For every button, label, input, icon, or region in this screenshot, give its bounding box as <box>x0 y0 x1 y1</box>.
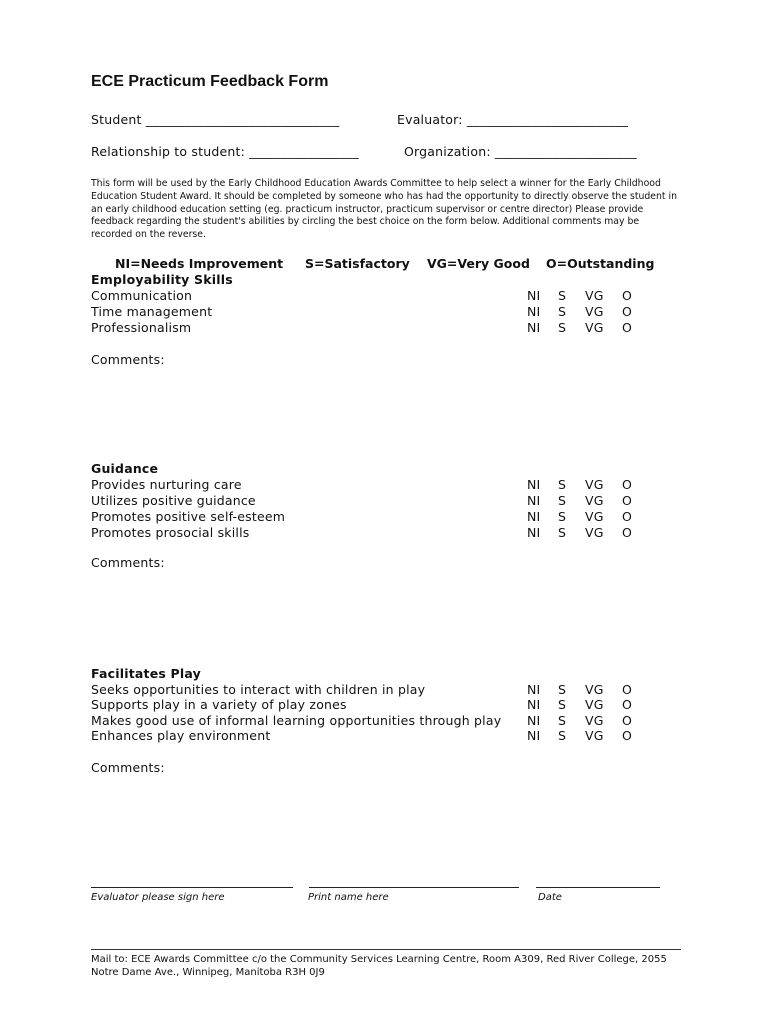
option-s[interactable]: S <box>558 713 567 728</box>
option-vg[interactable]: VG <box>585 493 604 508</box>
option-s[interactable]: S <box>558 697 567 712</box>
option-ni[interactable]: NI <box>527 525 541 540</box>
form-instructions: This form will be used by the Early Childhood Education Awards Committee to help select a winner for the Early Childhood Education Student Award. It should be completed by someone who has had the opportunity to directly observe the student in an early childhood education setting (eg. practicum instructor, practicum supervisor or centre director) Please provide feedback regarding the student's abilities by circling the best choice on the form below. Additional comments may be recorded on the reverse. <box>91 178 677 241</box>
mailing-address: Mail to: ECE Awards Committee c/o the Community Services Learning Centre, Room A309, Red River College, 2055 Notre Dame Ave., Winnipeg, Manitoba R3H 0J9 <box>91 954 667 978</box>
option-ni[interactable]: NI <box>527 713 541 728</box>
option-s[interactable]: S <box>558 493 567 508</box>
rating-row-positive-guidance <box>91 493 651 509</box>
option-vg[interactable]: VG <box>585 525 604 540</box>
option-o[interactable]: O <box>622 509 633 524</box>
section-title-guidance: Guidance <box>91 461 159 476</box>
option-s[interactable]: S <box>558 477 567 492</box>
rating-label: Time management <box>91 304 213 319</box>
print-name-line[interactable] <box>309 887 519 888</box>
rating-row-prosocial-skills <box>91 525 651 541</box>
option-o[interactable]: O <box>622 493 633 508</box>
rating-row-self-esteem <box>91 509 651 525</box>
rating-label: Seeks opportunities to interact with children in play <box>91 682 426 697</box>
option-o[interactable]: O <box>622 525 633 540</box>
option-ni[interactable]: NI <box>527 728 541 743</box>
rating-row-interact-in-play <box>91 682 651 698</box>
rating-row-informal-learning <box>91 713 651 729</box>
rating-row-play-zones <box>91 697 651 713</box>
option-o[interactable]: O <box>622 288 633 303</box>
comments-label-employability[interactable]: Comments: <box>91 352 165 367</box>
option-vg[interactable]: VG <box>585 320 604 335</box>
legend-outstanding: O=Outstanding <box>546 256 655 271</box>
option-vg[interactable]: VG <box>585 288 604 303</box>
section-title-employability: Employability Skills <box>91 272 233 287</box>
option-vg[interactable]: VG <box>585 682 604 697</box>
evaluator-signature-label: Evaluator please sign here <box>91 892 225 903</box>
option-ni[interactable]: NI <box>527 493 541 508</box>
option-s[interactable]: S <box>558 304 567 319</box>
option-ni[interactable]: NI <box>527 288 541 303</box>
legend-very-good: VG=Very Good <box>427 256 530 271</box>
option-ni[interactable]: NI <box>527 320 541 335</box>
option-s[interactable]: S <box>558 288 567 303</box>
option-vg[interactable]: VG <box>585 509 604 524</box>
rating-row-time-management <box>91 304 651 320</box>
evaluator-signature-line[interactable] <box>91 887 293 888</box>
comments-label-facilitates-play[interactable]: Comments: <box>91 760 165 775</box>
rating-label: Provides nurturing care <box>91 477 242 492</box>
rating-label: Professionalism <box>91 320 192 335</box>
form-title: ECE Practicum Feedback Form <box>91 73 329 90</box>
option-ni[interactable]: NI <box>527 304 541 319</box>
student-field[interactable]: Student ______________________________ <box>91 112 340 127</box>
date-line[interactable] <box>536 887 660 888</box>
option-s[interactable]: S <box>558 682 567 697</box>
legend-satisfactory: S=Satisfactory <box>305 256 410 271</box>
rating-row-play-environment <box>91 728 651 744</box>
option-s[interactable]: S <box>558 525 567 540</box>
option-o[interactable]: O <box>622 304 633 319</box>
option-vg[interactable]: VG <box>585 477 604 492</box>
legend-needs-improvement: NI=Needs Improvement <box>115 256 284 271</box>
option-o[interactable]: O <box>622 697 633 712</box>
option-vg[interactable]: VG <box>585 304 604 319</box>
option-o[interactable]: O <box>622 728 633 743</box>
rating-label: Makes good use of informal learning opportunities through play <box>91 713 502 728</box>
option-o[interactable]: O <box>622 477 633 492</box>
rating-row-communication <box>91 288 651 304</box>
option-o[interactable]: O <box>622 713 633 728</box>
section-title-facilitates-play: Facilitates Play <box>91 666 202 681</box>
option-s[interactable]: S <box>558 509 567 524</box>
option-ni[interactable]: NI <box>527 682 541 697</box>
rating-label: Promotes prosocial skills <box>91 525 250 540</box>
comments-label-guidance[interactable]: Comments: <box>91 555 165 570</box>
option-o[interactable]: O <box>622 320 633 335</box>
date-label: Date <box>538 892 562 903</box>
option-s[interactable]: S <box>558 728 567 743</box>
option-vg[interactable]: VG <box>585 728 604 743</box>
rating-label: Promotes positive self-esteem <box>91 509 286 524</box>
option-s[interactable]: S <box>558 320 567 335</box>
option-ni[interactable]: NI <box>527 509 541 524</box>
option-o[interactable]: O <box>622 682 633 697</box>
option-ni[interactable]: NI <box>527 477 541 492</box>
print-name-label: Print name here <box>308 892 389 903</box>
rating-label: Supports play in a variety of play zones <box>91 697 347 712</box>
rating-label: Utilizes positive guidance <box>91 493 256 508</box>
evaluator-field[interactable]: Evaluator: _________________________ <box>397 112 629 127</box>
option-vg[interactable]: VG <box>585 697 604 712</box>
relationship-field[interactable]: Relationship to student: _________________ <box>91 144 359 159</box>
rating-row-nurturing-care <box>91 477 651 493</box>
organization-field[interactable]: Organization: ______________________ <box>404 144 637 159</box>
rating-label: Communication <box>91 288 193 303</box>
option-ni[interactable]: NI <box>527 697 541 712</box>
option-vg[interactable]: VG <box>585 713 604 728</box>
rating-label: Enhances play environment <box>91 728 271 743</box>
footer-divider <box>91 949 681 950</box>
rating-row-professionalism <box>91 320 651 336</box>
